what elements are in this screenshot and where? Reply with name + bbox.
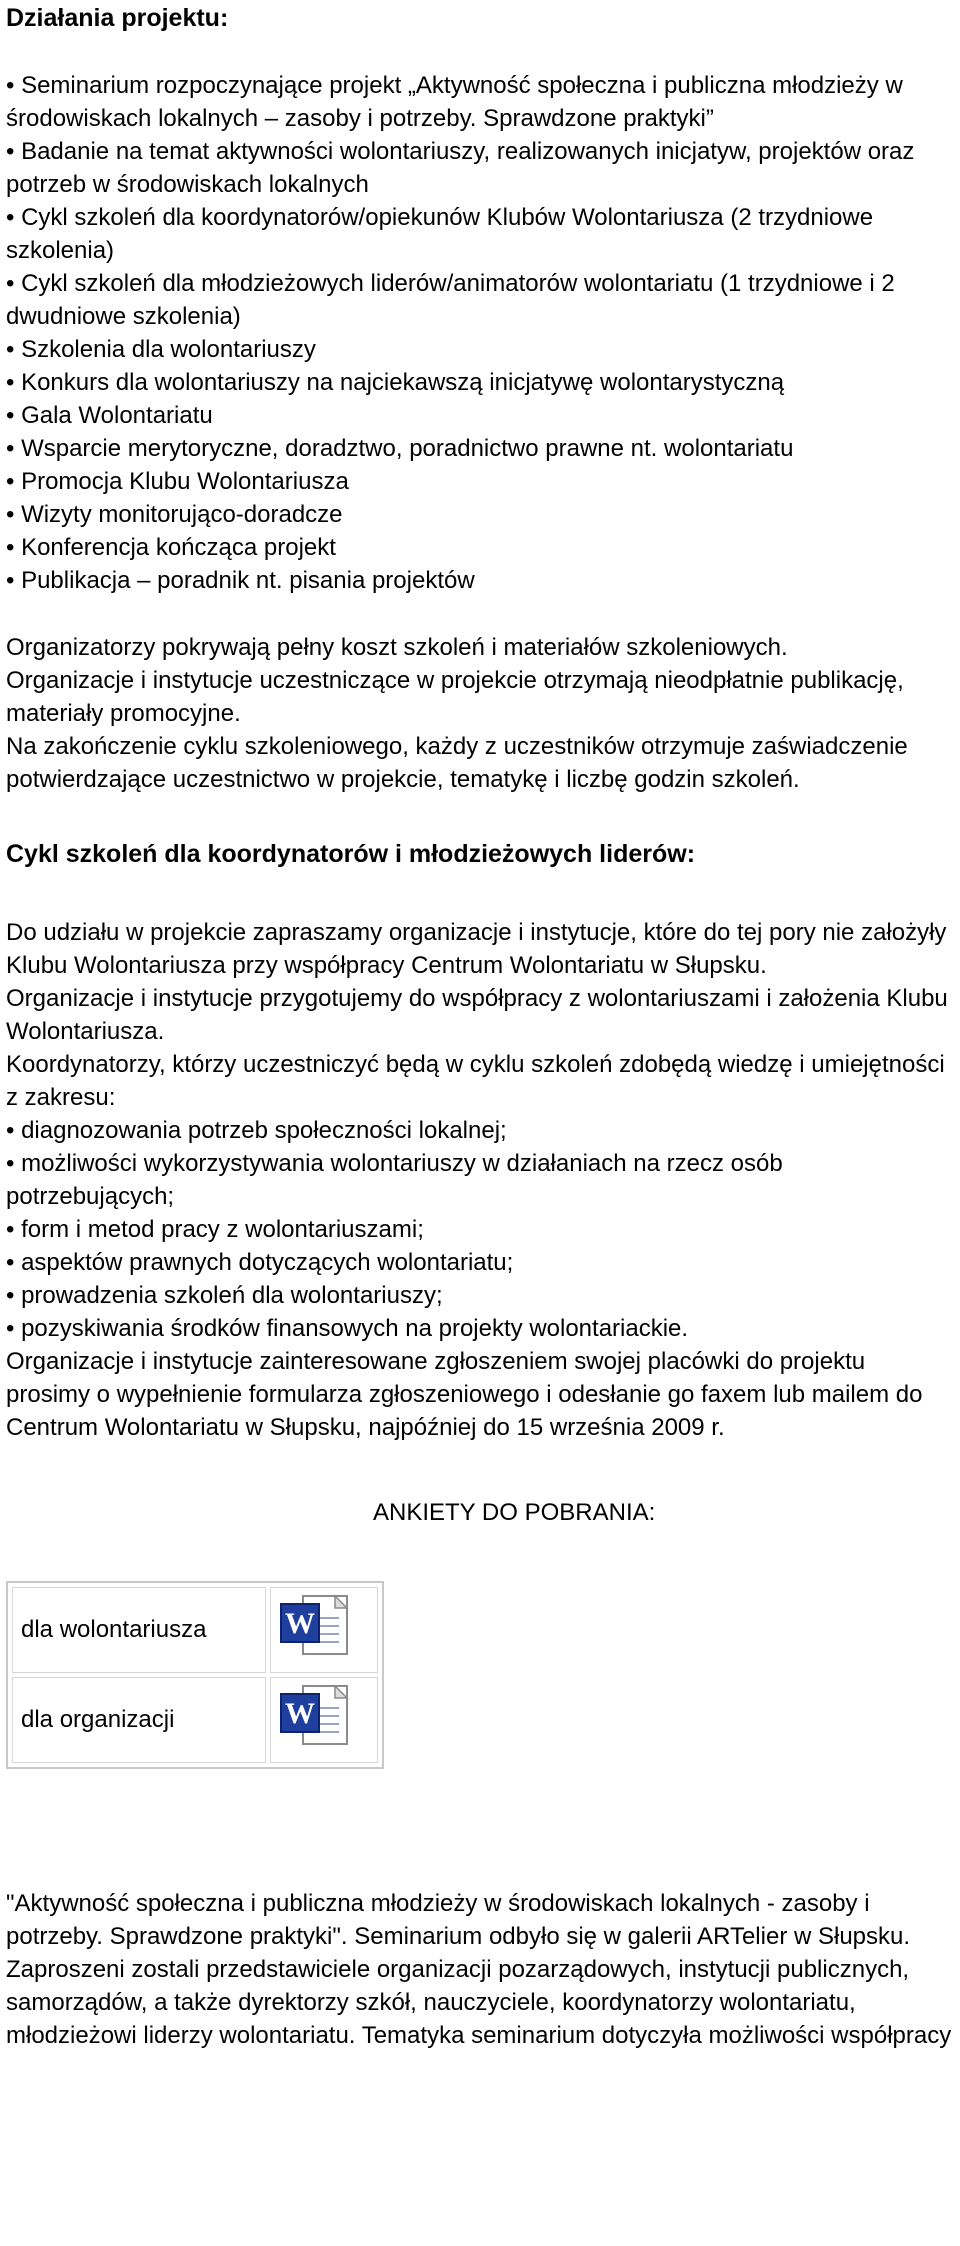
list-item: • Wizyty monitorująco-doradcze bbox=[6, 501, 343, 528]
list-item: • Konkurs dla wolontariuszy na najciekawszą inicjatywę wolontarystyczną bbox=[6, 369, 785, 396]
activities-heading: Działania projektu: bbox=[6, 4, 229, 32]
training-heading: Cykl szkoleń dla koordynatorów i młodzieżowych liderów: bbox=[6, 840, 696, 868]
list-item: • możliwości wykorzystywania wolontariuszy w działaniach na rzecz osób potrzebujących; bbox=[6, 1150, 783, 1210]
list-item: • prowadzenia szkoleń dla wolontariuszy; bbox=[6, 1282, 443, 1309]
list-item: • Publikacja – poradnik nt. pisania projektów bbox=[6, 567, 475, 594]
paragraph: Organizacje i instytucje przygotujemy do współpracy z wolontariuszami i założenia Klubu Wolontariusza. bbox=[6, 985, 948, 1045]
paragraph: Do udziału w projekcie zapraszamy organizacje i instytucje, które do tej pory nie założyły Klubu Wolontariusza przy współpracy Centrum Wolontariatu w Słupsku. bbox=[6, 919, 947, 979]
download-link-volunteer[interactable] bbox=[270, 1587, 378, 1673]
downloads-table bbox=[6, 1581, 384, 1769]
list-item: • pozyskiwania środków finansowych na projekty wolontariackie. bbox=[6, 1315, 689, 1342]
downloads-title: ANKIETY DO POBRANIA: bbox=[373, 1499, 656, 1526]
word-document-icon[interactable] bbox=[275, 1592, 357, 1668]
download-label: dla organizacji bbox=[12, 1677, 266, 1763]
info-paragraph: Organizacje i instytucje uczestniczące w projekcie otrzymają nieodpłatnie publikację, materiały promocyjne. bbox=[6, 667, 904, 727]
info-paragraphs bbox=[6, 631, 954, 796]
list-item: • aspektów prawnych dotyczących wolontariatu; bbox=[6, 1249, 514, 1276]
word-document-icon[interactable] bbox=[275, 1682, 357, 1758]
list-item: • Badanie na temat aktywności wolontariuszy, realizowanych inicjatyw, projektów oraz potrzeb w środowiskach lokalnych bbox=[6, 138, 915, 198]
list-item: • Konferencja kończąca projekt bbox=[6, 534, 336, 561]
list-item: • Cykl szkoleń dla koordynatorów/opiekunów Klubów Wolontariusza (2 trzydniowe szkolenia) bbox=[6, 204, 874, 264]
info-paragraph: Na zakończenie cyklu szkoleniowego, każdy z uczestników otrzymuje zaświadczenie potwierdzające uczestnictwo w projekcie, tematykę i liczbę godzin szkoleń. bbox=[6, 733, 908, 793]
list-item: • diagnozowania potrzeb społeczności lokalnej; bbox=[6, 1117, 507, 1144]
list-item: • Cykl szkoleń dla młodzieżowych liderów/animatorów wolontariatu (1 trzydniowe i 2 dwudniowe szkolenia) bbox=[6, 270, 895, 330]
list-item: • Wsparcie merytoryczne, doradztwo, poradnictwo prawne nt. wolontariatu bbox=[6, 435, 794, 462]
paragraph: Koordynatorzy, którzy uczestniczyć będą w cyklu szkoleń zdobędą wiedzę i umiejętności z zakresu: bbox=[6, 1051, 945, 1111]
list-item: • Seminarium rozpoczynające projekt „Aktywność społeczna i publiczna młodzieży w środowiskach lokalnych – zasoby i potrzeby. Sprawdzone praktyki” bbox=[6, 72, 903, 132]
activities-list bbox=[6, 69, 954, 597]
download-row bbox=[12, 1587, 378, 1673]
seminar-paragraph: "Aktywność społeczna i publiczna młodzieży w środowiskach lokalnych - zasoby i potrzeby. Sprawdzone praktyki". Seminarium odbyło się w galerii ARTelier w Słupsku. Zaproszeni zostali przedstawiciele organizacji pozarządowych, instytucji publicznych, samorządów, a także dyrektorzy szkół, nauczyciele, koordynatorzy wolontariatu, młodzieżowi liderzy wolontariatu. Tematyka seminarium dotyczyła możliwości współpracy bbox=[6, 1890, 952, 2049]
download-row bbox=[12, 1677, 378, 1763]
download-link-organization[interactable] bbox=[270, 1677, 378, 1763]
svg-text:W: W bbox=[285, 1697, 315, 1730]
svg-text:W: W bbox=[285, 1607, 315, 1640]
list-item: • form i metod pracy z wolontariuszami; bbox=[6, 1216, 424, 1243]
list-item: • Gala Wolontariatu bbox=[6, 402, 213, 429]
download-label: dla wolontariusza bbox=[12, 1587, 266, 1673]
training-section bbox=[6, 916, 954, 1444]
paragraph: Organizacje i instytucje zainteresowane zgłoszeniem swojej placówki do projektu prosimy o wypełnienie formularza zgłoszeniowego i odesłanie go faxem lub mailem do Centrum Wolontariatu w Słupsku, najpóźniej do 15 września 2009 r. bbox=[6, 1348, 923, 1441]
list-item: • Promocja Klubu Wolontariusza bbox=[6, 468, 349, 495]
list-item: • Szkolenia dla wolontariuszy bbox=[6, 336, 316, 363]
info-paragraph: Organizatorzy pokrywają pełny koszt szkoleń i materiałów szkoleniowych. bbox=[6, 634, 788, 661]
